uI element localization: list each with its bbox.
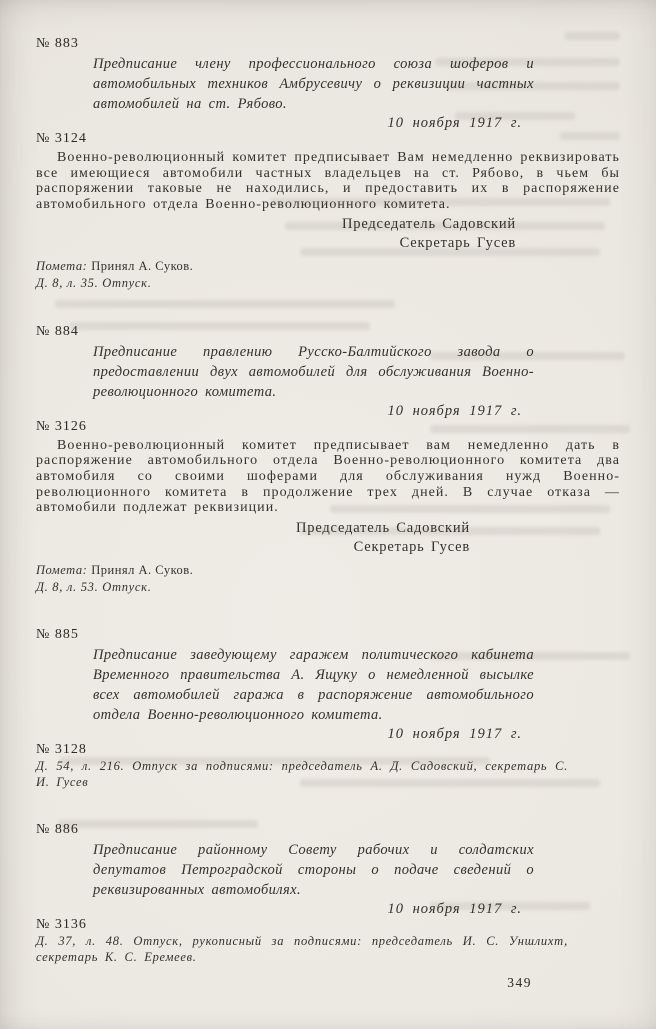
doc-registry-number: № 3136 (36, 917, 87, 933)
doc-registry-number: № 3124 (36, 131, 87, 146)
doc-title: Предписание заведующему гаражем политического кабинета Временного правительства А. Ящуку о немедленной высылке всех автомобилей гаража в распоряжение автомобильного отдела Военно-революционного комитета. (93, 647, 534, 724)
note-text: Принял А. Суков. (91, 562, 194, 577)
doc-note (36, 259, 620, 274)
doc-number: № 884 (36, 323, 79, 339)
signature-chairman: Председатель Садовский (342, 216, 516, 233)
note-label: Помета: (36, 259, 88, 274)
doc-number: № 885 (36, 627, 79, 643)
doc-title: Предписание правлению Русско-Балтийского завода о предоставлении двух автомобилей для обслуживания Военно-революционного комитета. (93, 343, 534, 400)
doc-registry-number: № 3128 (36, 742, 87, 758)
doc-body: Военно-революционный комитет предписывает вам немедленно дать в распоряжение автомобильного отдела Военно-революционного комитета два автомобиля со своими шоферами для обслуживания нужд Военно-революционного комитета в продолжение трех дней. В случае отказа — автомобили подлежат реквизиции. (36, 437, 620, 516)
doc-title: Предписание члену профессионального союза шоферов и автомобильных техников Амбрусевичу о реквизиции частных автомобилей на ст. Рябово. (93, 56, 534, 112)
doc-number: № 886 (36, 822, 79, 838)
document-886 (36, 822, 620, 965)
doc-date: 10 ноября 1917 г. (387, 726, 522, 743)
doc-date: 10 ноября 1917 г. (387, 115, 522, 131)
document-885 (36, 627, 620, 790)
doc-number: № 883 (36, 36, 79, 51)
archive-reference: Д. 54, л. 216. Отпуск за подписями: председатель А. Д. Садовский, секретарь С. И. Гусев (36, 759, 568, 789)
doc-note (36, 563, 620, 578)
archive-reference: Д. 8, л. 35. Отпуск. (36, 276, 152, 291)
note-label: Помета: (36, 562, 88, 577)
document-884 (36, 324, 620, 595)
archive-reference: Д. 8, л. 53. Отпуск. (36, 579, 152, 594)
signature-secretary: Секретарь Гусев (353, 538, 470, 555)
signature-chairman: Председатель Садовский (296, 519, 470, 536)
doc-title: Предписание районному Совету рабочих и солдатских депутатов Петроградской стороны о подаче сведений о реквизированных автомобилях. (93, 842, 534, 899)
doc-body: Военно-революционный комитет предписывает Вам немедленно реквизировать все имеющиеся автомобили частных владельцев на ст. Рябово, в чьем бы распоряжении таковые не находились, и предоставить их в распоряжение автомобильного отдела Военно-революционного комитета. (36, 150, 620, 212)
signature-secretary: Секретарь Гусев (399, 235, 516, 252)
page-number: 349 (507, 975, 532, 991)
archive-reference: Д. 37, л. 48. Отпуск, рукописный за подписями: председатель И. С. Уншлихт, секретарь К. С. Еремеев. (36, 934, 568, 964)
doc-registry-number: № 3126 (36, 418, 87, 434)
doc-date: 10 ноября 1917 г. (387, 901, 522, 918)
note-text: Принял А. Суков. (91, 259, 194, 274)
signature-block (36, 215, 620, 253)
signature-block (36, 519, 620, 557)
doc-date: 10 ноября 1917 г. (387, 402, 522, 419)
document-883 (36, 36, 620, 292)
